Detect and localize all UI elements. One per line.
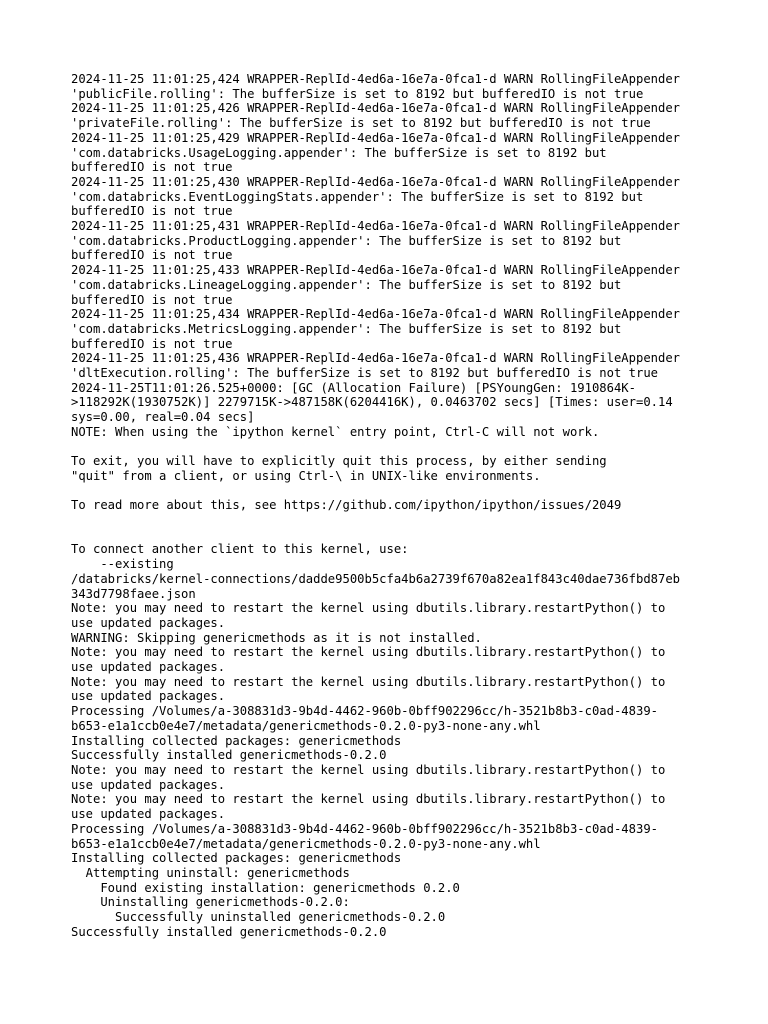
log-line: 'com.databricks.MetricsLogging.appender': The bufferSize is set to 8192 but <box>71 321 622 336</box>
log-line: >118292K(1930752K)] 2279715K->487158K(6204416K), 0.0463702 secs] [Times: user=0.14 <box>71 395 673 410</box>
log-line: Note: you may need to restart the kernel using dbutils.library.restartPython() to <box>71 762 666 777</box>
log-line: bufferedIO is not true <box>71 248 233 263</box>
log-line <box>71 440 731 455</box>
log-line: Installing collected packages: genericmethods <box>71 851 402 866</box>
log-line: 2024-11-25 11:01:25,430 WRAPPER-ReplId-4ed6a-16e7a-0fca1-d WARN RollingFileAppender <box>71 174 681 189</box>
log-line: Successfully uninstalled genericmethods-0.2.0 <box>71 910 446 925</box>
log-line: To connect another client to this kernel, use: <box>71 542 409 557</box>
log-line: bufferedIO is not true <box>71 160 233 175</box>
log-line: use updated packages. <box>71 807 226 822</box>
log-line: 'com.databricks.LineageLogging.appender': The bufferSize is set to 8192 but <box>71 277 622 292</box>
log-line: 'privateFile.rolling': The bufferSize is set to 8192 but bufferedIO is not true <box>71 116 651 131</box>
log-line: Note: you may need to restart the kernel using dbutils.library.restartPython() to <box>71 674 666 689</box>
log-line: 'com.databricks.UsageLogging.appender': The bufferSize is set to 8192 but <box>71 145 607 160</box>
log-line: use updated packages. <box>71 615 226 630</box>
log-line: 2024-11-25T11:01:26.525+0000: [GC (Allocation Failure) [PSYoungGen: 1910864K- <box>71 380 636 395</box>
log-line: Found existing installation: genericmethods 0.2.0 <box>71 880 460 895</box>
log-line: b653-e1a1ccb0e4e7/metadata/genericmethods-0.2.0-py3-none-any.whl <box>71 718 541 733</box>
log-output <box>71 72 731 939</box>
log-line: Successfully installed genericmethods-0.2.0 <box>71 924 387 939</box>
log-line: use updated packages. <box>71 777 226 792</box>
log-line: NOTE: When using the `ipython kernel` entry point, Ctrl-C will not work. <box>71 424 600 439</box>
log-line: Processing /Volumes/a-308831d3-9b4d-4462-960b-0bff902296cc/h-3521b8b3-c0ad-4839- <box>71 821 658 836</box>
log-line: use updated packages. <box>71 660 226 675</box>
log-line: Uninstalling genericmethods-0.2.0: <box>71 895 350 910</box>
log-line: Successfully installed genericmethods-0.2.0 <box>71 748 387 763</box>
log-line: Installing collected packages: genericmethods <box>71 733 402 748</box>
log-line: use updated packages. <box>71 689 226 704</box>
log-line: bufferedIO is not true <box>71 204 233 219</box>
log-line: Note: you may need to restart the kernel using dbutils.library.restartPython() to <box>71 792 666 807</box>
log-line: 'publicFile.rolling': The bufferSize is set to 8192 but bufferedIO is not true <box>71 86 644 101</box>
log-line: 2024-11-25 11:01:25,429 WRAPPER-ReplId-4ed6a-16e7a-0fca1-d WARN RollingFileAppender <box>71 130 681 145</box>
log-line: 'com.databricks.ProductLogging.appender': The bufferSize is set to 8192 but <box>71 233 622 248</box>
log-line: bufferedIO is not true <box>71 336 233 351</box>
log-line: --existing <box>71 557 174 572</box>
log-line <box>71 528 731 543</box>
log-line: /databricks/kernel-connections/dadde9500b5cfa4b6a2739f670a82ea1f843c40dae736fbd87eb <box>71 571 681 586</box>
log-line: sys=0.00, real=0.04 secs] <box>71 410 255 425</box>
log-line: 2024-11-25 11:01:25,436 WRAPPER-ReplId-4ed6a-16e7a-0fca1-d WARN RollingFileAppender <box>71 351 681 366</box>
log-line: 343d7798faee.json <box>71 586 196 601</box>
log-line <box>71 513 731 528</box>
log-line <box>71 484 731 499</box>
log-line: Attempting uninstall: genericmethods <box>71 865 350 880</box>
log-line: To exit, you will have to explicitly quit this process, by either sending <box>71 454 607 469</box>
log-line: WARNING: Skipping genericmethods as it is not installed. <box>71 630 482 645</box>
log-line: 2024-11-25 11:01:25,434 WRAPPER-ReplId-4ed6a-16e7a-0fca1-d WARN RollingFileAppender <box>71 307 681 322</box>
log-line: "quit" from a client, or using Ctrl-\ in UNIX-like environments. <box>71 468 541 483</box>
log-line: 2024-11-25 11:01:25,433 WRAPPER-ReplId-4ed6a-16e7a-0fca1-d WARN RollingFileAppender <box>71 263 681 278</box>
log-line: bufferedIO is not true <box>71 292 233 307</box>
log-line: b653-e1a1ccb0e4e7/metadata/genericmethods-0.2.0-py3-none-any.whl <box>71 836 541 851</box>
log-line: Note: you may need to restart the kernel using dbutils.library.restartPython() to <box>71 601 666 616</box>
log-line: To read more about this, see https://github.com/ipython/ipython/issues/2049 <box>71 498 622 513</box>
log-line: 'dltExecution.rolling': The bufferSize is set to 8192 but bufferedIO is not true <box>71 366 658 381</box>
log-line: 2024-11-25 11:01:25,426 WRAPPER-ReplId-4ed6a-16e7a-0fca1-d WARN RollingFileAppender <box>71 101 681 116</box>
log-line: Note: you may need to restart the kernel using dbutils.library.restartPython() to <box>71 645 666 660</box>
log-line: 2024-11-25 11:01:25,424 WRAPPER-ReplId-4ed6a-16e7a-0fca1-d WARN RollingFileAppender <box>71 72 681 86</box>
log-line: 'com.databricks.EventLoggingStats.appender': The bufferSize is set to 8192 but <box>71 189 644 204</box>
log-line: 2024-11-25 11:01:25,431 WRAPPER-ReplId-4ed6a-16e7a-0fca1-d WARN RollingFileAppender <box>71 219 681 234</box>
log-line: Processing /Volumes/a-308831d3-9b4d-4462-960b-0bff902296cc/h-3521b8b3-c0ad-4839- <box>71 704 658 719</box>
